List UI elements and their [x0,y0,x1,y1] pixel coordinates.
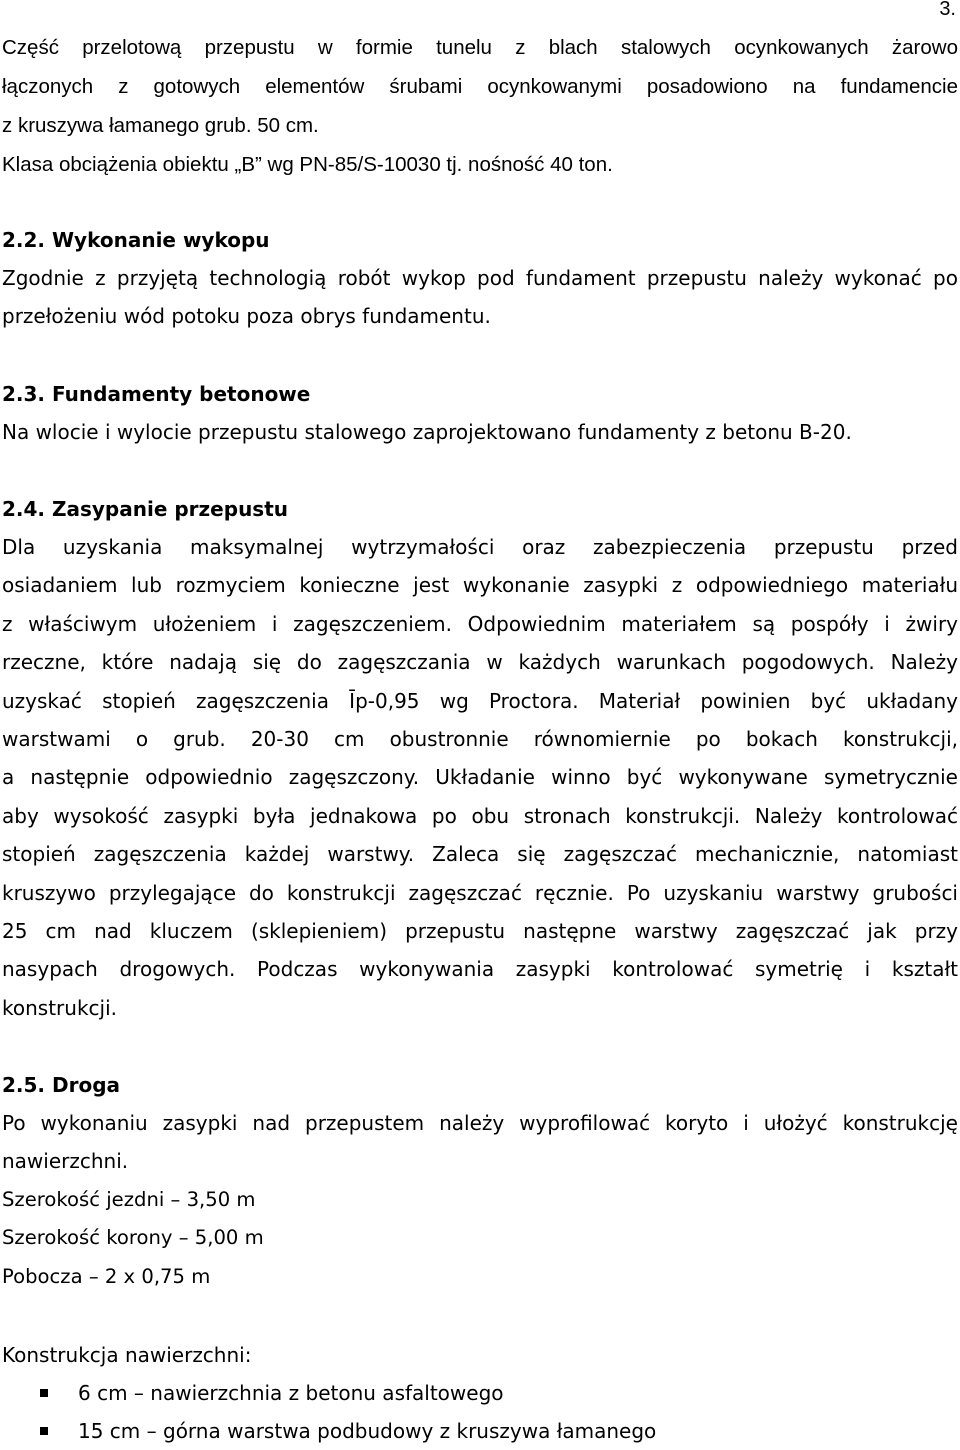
section-heading: 2.4. Zasypanie przepustu [2,497,289,521]
section-2-3 [2,375,958,451]
paragraph-line: przełożeniu wód potoku poza obrys fundamentu. [2,304,491,329]
list-item-text: 6 cm – nawierzchnia z betonu asfaltowego [78,1381,504,1405]
paragraph-line: Zgodnie z przyjętą technologią robót wykop pod fundament przepustu należy wykonać po [2,266,958,290]
paragraph-line: konstrukcji. [2,995,117,1020]
square-bullet-icon [40,1389,48,1397]
paragraph-line: Na wlocie i wylocie przepustu stalowego zaprojektowano fundamenty z betonu B-20. [2,420,852,444]
spec-line: Pobocza – 2 x 0,75 m [2,1264,211,1288]
intro-line: Część przelotową przepustu w formie tunelu z blach stalowych ocynkowanych żarowo [2,36,958,59]
section-2-5 [2,1066,958,1296]
section-paragraph [2,413,958,451]
intro-line: Klasa obciążenia obiektu „B” wg PN-85/S-10030 tj. nośność 40 ton. [2,153,613,176]
section-paragraph [2,528,958,1027]
section-heading: 2.3. Fundamenty betonowe [2,382,311,406]
section-paragraph [2,259,958,336]
construction-header: Konstrukcja nawierzchni: [2,1343,252,1367]
spec-line: Szerokość jezdni – 3,50 m [2,1187,256,1211]
list-item [2,1374,958,1412]
section-2-2 [2,221,958,336]
page-number: 3. [939,0,956,20]
paragraph-line: uzyskać stopień zagęszczenia Īp-0,95 wg Proctora. Materiał powinien być układany [2,688,958,713]
paragraph-line: osiadaniem lub rozmyciem konieczne jest wykonanie zasypki z odpowiedniego materiału [2,573,958,598]
paragraph-line: a następnie odpowiednio zagęszczony. Układanie winno być wykonywane symetrycznie [2,765,958,790]
square-bullet-icon [40,1427,48,1435]
list-item [2,1412,958,1450]
intro-line: łączonych z gotowych elementów śrubami ocynkowanymi posadowiono na fundamencie [2,75,958,98]
paragraph-line: warstwami o grub. 20-30 cm obustronnie równomiernie po bokach konstrukcji, [2,727,958,752]
paragraph-line: z właściwym ułożeniem i zagęszczeniem. Odpowiednim materiałem są pospóły i żwiry [2,611,958,636]
paragraph-line: stopień zagęszczenia każdej warstwy. Zaleca się zagęszczać mechanicznie, natomiast [2,842,958,867]
intro-line: z kruszywa łamanego grub. 50 cm. [2,114,319,137]
paragraph-line: Po wykonaniu zasypki nad przepustem należy wyprofilować koryto i ułożyć konstrukcję [2,1111,958,1135]
paragraph-line: nawierzchni. [2,1149,129,1174]
list-item-text: 15 cm – górna warstwa podbudowy z kruszywa łamanego [78,1419,657,1443]
paragraph-line: Dla uzyskania maksymalnej wytrzymałości oraz zabezpieczenia przepustu przed [2,535,958,559]
paragraph-line: kruszywo przylegające do konstrukcji zagęszczać ręcznie. Po uzyskaniu warstwy grubości [2,880,958,905]
section-heading: 2.2. Wykonanie wykopu [2,228,270,252]
intro-paragraph [2,28,958,184]
paragraph-line: nasypach drogowych. Podczas wykonywania zasypki kontrolować symetrię i kształt [2,957,958,982]
construction-list [2,1336,958,1450]
paragraph-line: rzeczne, które nadają się do zagęszczania w każdych warunkach pogodowych. Należy [2,650,958,675]
paragraph-line: aby wysokość zasypki była jednakowa po obu stronach konstrukcji. Należy kontrolować [2,803,958,828]
section-heading: 2.5. Droga [2,1073,121,1097]
paragraph-line: 25 cm nad kluczem (sklepieniem) przepustu następne warstwy zagęszczać jak przy [2,919,958,944]
section-paragraph [2,1104,958,1296]
spec-line: Szerokość korony – 5,00 m [2,1226,264,1250]
section-2-4 [2,490,958,1027]
